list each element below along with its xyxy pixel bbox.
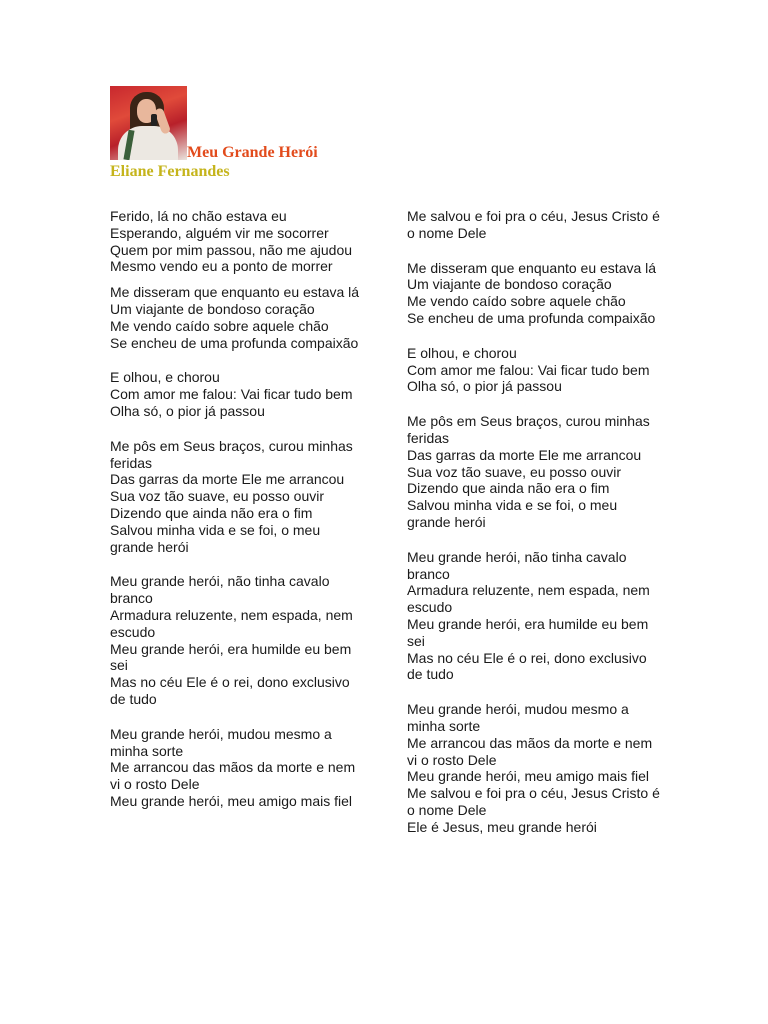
- lyrics-column-1: [110, 208, 366, 810]
- lyric-line: Me arrancou das mãos da morte e nem vi o rosto Dele: [110, 759, 356, 793]
- lyric-line: Olha só, o pior já passou: [407, 378, 562, 395]
- lyric-line: Me salvou e foi pra o céu, Jesus Cristo é o nome Dele: [407, 785, 660, 818]
- lyric-line: Ele é Jesus, meu grande herói: [407, 818, 597, 835]
- lyric-line: Sua voz tão suave, eu posso ouvir: [110, 488, 325, 505]
- stanza-gap: [110, 420, 366, 438]
- lyric-line: Meu grande herói, não tinha cavalo branco: [110, 573, 330, 607]
- lyric-line: E olhou, e chorou: [407, 344, 517, 361]
- lyric-line: Ferido, lá no chão estava eu: [110, 208, 287, 224]
- stanza-gap: [407, 531, 663, 549]
- lyric-line: Quem por mim passou, não me ajudou: [110, 241, 353, 258]
- stanza-gap: [407, 683, 663, 701]
- stanza-gap: [407, 395, 663, 413]
- stanza-gap: [110, 351, 366, 369]
- lyric-line: Mas no céu Ele é o rei, dono exclusivo de tudo: [407, 649, 647, 683]
- lyrics-column-2: [407, 208, 663, 836]
- lyric-line: Me vendo caído sobre aquele chão: [110, 317, 329, 334]
- lyric-line: Meu grande herói, mudou mesmo a minha sorte: [110, 725, 332, 759]
- lyric-line: Um viajante de bondoso coração: [110, 300, 315, 317]
- lyric-line: Esperando, alguém vir me socorrer: [110, 224, 329, 241]
- lyric-line: Meu grande herói, meu amigo mais fiel: [110, 792, 353, 809]
- lyric-line: Me disseram que enquanto eu estava lá: [110, 284, 360, 301]
- stanza-gap: [110, 708, 366, 726]
- lyric-line: Se encheu de uma profunda compaixão: [110, 334, 359, 351]
- lyric-line: Dizendo que ainda não era o fim: [407, 480, 610, 497]
- artist-name: Eliane Fernandes: [110, 163, 230, 180]
- lyric-line: Armadura reluzente, nem espada, nem escudo: [110, 606, 353, 640]
- lyric-line: Meu grande herói, meu amigo mais fiel: [407, 768, 650, 785]
- lyric-line: Com amor me falou: Vai ficar tudo bem: [110, 386, 353, 403]
- lyric-line: Salvou minha vida e se foi, o meu grande herói: [110, 521, 321, 555]
- lyric-line: Um viajante de bondoso coração: [407, 276, 612, 293]
- lyric-line: Meu grande herói, era humilde eu bem sei: [110, 640, 352, 674]
- lyric-line: Salvou minha vida e se foi, o meu grande herói: [407, 497, 618, 530]
- lyric-line: Mesmo vendo eu a ponto de morrer: [110, 258, 333, 275]
- lyric-line: Meu grande herói, mudou mesmo a minha sorte: [407, 701, 629, 734]
- lyric-line: E olhou, e chorou: [110, 369, 220, 386]
- stanza-gap: [407, 327, 663, 345]
- lyric-line: Me disseram que enquanto eu estava lá: [407, 259, 657, 276]
- lyric-line: Se encheu de uma profunda compaixão: [407, 309, 656, 326]
- stanza-gap: [407, 242, 663, 260]
- stanza-gap: [110, 555, 366, 573]
- lyric-line: Me pôs em Seus braços, curou minhas feridas: [407, 413, 650, 446]
- lyric-line: Das garras da morte Ele me arrancou: [110, 471, 345, 488]
- lyric-line: Com amor me falou: Vai ficar tudo bem: [407, 361, 650, 378]
- stanza-gap: [110, 275, 366, 284]
- song-title: Meu Grande Herói: [187, 144, 318, 161]
- lyric-line: Meu grande herói, não tinha cavalo branco: [407, 548, 627, 582]
- lyric-line: Das garras da morte Ele me arrancou: [407, 446, 642, 463]
- lyric-line: Me pôs em Seus braços, curou minhas feridas: [110, 437, 353, 471]
- lyric-line: Meu grande herói, era humilde eu bem sei: [407, 615, 649, 649]
- lyric-line: Armadura reluzente, nem espada, nem escudo: [407, 582, 650, 616]
- artist-photo: [110, 86, 187, 160]
- microphone-icon: [151, 114, 157, 126]
- lyric-line: Me arrancou das mãos da morte e nem vi o rosto Dele: [407, 734, 653, 768]
- lyric-line: Mas no céu Ele é o rei, dono exclusivo de tudo: [110, 674, 350, 707]
- lyric-line: Olha só, o pior já passou: [110, 402, 265, 419]
- lyric-line: Me vendo caído sobre aquele chão: [407, 293, 626, 310]
- lyric-line: Dizendo que ainda não era o fim: [110, 504, 313, 521]
- lyric-line: Me salvou e foi pra o céu, Jesus Cristo é o nome Dele: [407, 208, 660, 241]
- lyric-line: Sua voz tão suave, eu posso ouvir: [407, 463, 622, 480]
